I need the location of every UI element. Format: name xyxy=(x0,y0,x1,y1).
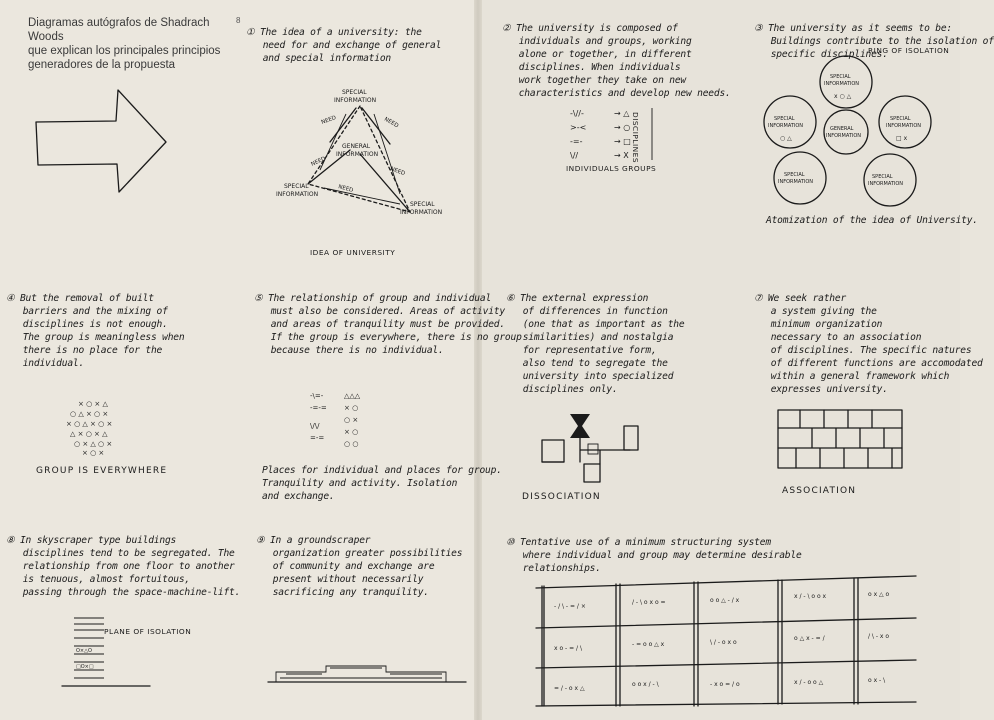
svg-text:→ △: → △ xyxy=(614,109,630,118)
arrow-sketch xyxy=(30,80,170,200)
svg-text:× ○: × ○ xyxy=(344,428,359,436)
svg-text:\ / - o x o: \ / - o x o xyxy=(710,639,737,646)
svg-text:SPECIAL: SPECIAL xyxy=(784,172,805,178)
note-8: ⑧ In skyscraper type buildings disciplines tend to be segregated. The relationship from one floor to another is tenuous, almost fortuitous, passing through the space-machine-lift. xyxy=(6,535,241,598)
note-1: ① The idea of a university: the need for and exchange of general and special information xyxy=(246,27,442,64)
plane-of-isolation-label: PLANE OF ISOLATION xyxy=(104,627,192,636)
svg-text:INFORMATION: INFORMATION xyxy=(824,81,860,87)
individual-group-places-diagram xyxy=(308,388,378,458)
svg-text:INFORMATION: INFORMATION xyxy=(276,191,319,198)
association-label: ASSOCIATION xyxy=(782,486,857,496)
svg-text:\//: \// xyxy=(570,151,579,160)
svg-text:△ × ○ × △: △ × ○ × △ xyxy=(70,430,108,438)
idea-of-university-label: IDEA OF UNIVERSITY xyxy=(310,248,396,257)
svg-text:○ △ × ○ ×: ○ △ × ○ × xyxy=(70,410,109,418)
svg-text:INFORMATION: INFORMATION xyxy=(778,179,814,185)
note-2: ② The university is composed of individuals and groups, working alone or together, in different disciplines. When individuals work together they take on new characteristics and develop new needs. xyxy=(502,23,731,99)
dissociation-diagram xyxy=(538,412,648,492)
caption-line: que explican los principales principios xyxy=(28,45,221,57)
svg-text:/ - \ o x o =: / - \ o x o = xyxy=(632,599,666,606)
svg-text:- x o = / o: - x o = / o xyxy=(710,681,740,688)
svg-text:NEED: NEED xyxy=(310,155,327,168)
ring-of-isolation-label: RING OF ISOLATION xyxy=(868,46,950,55)
svg-text:INFORMATION: INFORMATION xyxy=(400,209,443,216)
svg-text:INFORMATION: INFORMATION xyxy=(334,97,377,104)
svg-text:○ ×: ○ × xyxy=(344,416,359,424)
svg-text:o o △ - / x: o o △ - / x xyxy=(710,597,740,604)
note-3: ③ The university as it seems to be: Buildings contribute to the isolation of specific disciplines. xyxy=(754,23,994,60)
svg-text:□ x: □ x xyxy=(896,135,908,142)
svg-text:x / - o o △: x / - o o △ xyxy=(794,679,824,686)
note-9: ⑨ In a groundscraper organization greater possibilities of community and exchange are present without necessarily sacrificing any tranquility. xyxy=(256,535,463,598)
skyscraper-diagram xyxy=(60,612,180,692)
svg-text:SPECIAL: SPECIAL xyxy=(872,174,893,180)
svg-text:INFORMATION: INFORMATION xyxy=(768,123,804,129)
svg-text:INFORMATION: INFORMATION xyxy=(336,151,379,158)
svg-text:o x - \: o x - \ xyxy=(868,677,886,684)
svg-text:× ○ × △: × ○ × △ xyxy=(78,400,108,408)
association-grid-diagram xyxy=(776,408,906,472)
svg-text:SPECIAL: SPECIAL xyxy=(830,74,851,80)
svg-text:>-<: >-< xyxy=(570,123,587,132)
book-gutter xyxy=(474,0,482,720)
svg-text:→ ○: → ○ xyxy=(614,123,631,132)
svg-text:△△△: △△△ xyxy=(344,392,361,400)
disciplines-label: DISCIPLINES xyxy=(631,112,640,164)
svg-text:× ○ △ × ○ ×: × ○ △ × ○ × xyxy=(66,420,113,428)
svg-text:- / \ - = / ×: - / \ - = / × xyxy=(554,603,586,610)
note-10: ⑩ Tentative use of a minimum structuring system where individual and group may determine desirable relationships. xyxy=(506,537,802,574)
individuals-label: INDIVIDUALS xyxy=(566,164,620,173)
svg-text:SPECIAL: SPECIAL xyxy=(342,89,367,96)
svg-text:O×△O: O×△O xyxy=(76,648,92,654)
note-6: ⑥ The external expression of differences in function (one that as important as the similarities) and nostalgia for representative form, also tend to segregate the university into specialized disciplines only. xyxy=(506,293,685,395)
svg-text:x ○ △: x ○ △ xyxy=(834,93,852,100)
svg-text:-\//-: -\//- xyxy=(570,109,584,118)
svg-text:NEED: NEED xyxy=(320,115,338,126)
svg-text:-=-=: -=-= xyxy=(310,404,327,412)
svg-text:○ × △ ○ ×: ○ × △ ○ × xyxy=(74,440,113,448)
group-everywhere-label: GROUP IS EVERYWHERE xyxy=(36,466,168,476)
svg-text:x / - \ o o x: x / - \ o o x xyxy=(794,593,827,600)
caption-line: Diagramas autógrafos de Shadrach Woods xyxy=(28,17,210,43)
svg-text:□O×□: □O×□ xyxy=(76,664,94,670)
svg-text:→ X: → X xyxy=(614,151,629,160)
group-everywhere-diagram xyxy=(62,392,142,462)
note-5: ⑤ The relationship of group and individual must also be considered. Areas of activity and areas of tranquility must be provided. If the group is everywhere, there is no group because there is no individual. xyxy=(254,293,522,356)
svg-text:INFORMATION: INFORMATION xyxy=(886,123,922,129)
groundscraper-diagram xyxy=(266,660,476,690)
svg-text:× ○ ×: × ○ × xyxy=(82,449,105,457)
svg-text:SPECIAL: SPECIAL xyxy=(774,116,795,122)
page-folio: 8 xyxy=(236,16,241,25)
svg-text:GENERAL: GENERAL xyxy=(830,126,854,132)
individuals-groups-diagram xyxy=(560,104,680,164)
svg-text:GENERAL: GENERAL xyxy=(342,143,371,150)
svg-text:○ △: ○ △ xyxy=(780,135,792,142)
svg-text:SPECIAL: SPECIAL xyxy=(890,116,911,122)
svg-text:NEED: NEED xyxy=(383,116,400,130)
note-7: ⑦ We seek rather a system giving the minimum organization necessary to an association of disciplines. The specific natures of different functions are accomodated within a general framework which expresses university. xyxy=(754,293,983,395)
svg-text:NEED: NEED xyxy=(389,166,406,178)
svg-text:INFORMATION: INFORMATION xyxy=(868,181,904,187)
svg-text:○ ○: ○ ○ xyxy=(344,440,359,448)
svg-text:→ □: → □ xyxy=(614,137,631,146)
structuring-system-grid xyxy=(532,574,922,714)
svg-text:- = o o △ x: - = o o △ x xyxy=(632,641,665,648)
svg-text:-\=-: -\=- xyxy=(310,392,324,400)
svg-text:-=-: -=- xyxy=(570,137,583,146)
svg-text:o o x / - \: o o x / - \ xyxy=(632,681,659,688)
svg-text:SPECIAL: SPECIAL xyxy=(284,183,309,190)
svg-text:=-=: =-= xyxy=(310,434,325,442)
places-note: Places for individual and places for group. Tranquility and activity. Isolation and exchange. xyxy=(262,465,502,502)
atomization-note: Atomization of the idea of University. xyxy=(766,215,978,226)
svg-text:o △ x - = /: o △ x - = / xyxy=(794,635,825,642)
svg-text:INFORMATION: INFORMATION xyxy=(826,133,862,139)
groups-label: GROUPS xyxy=(622,164,657,173)
svg-text:= / - o x △: = / - o x △ xyxy=(554,685,585,692)
ring-of-isolation-diagram xyxy=(760,50,950,210)
svg-text:\/\/: \/\/ xyxy=(310,422,320,430)
svg-text:NEED: NEED xyxy=(337,184,354,194)
svg-text:× ○: × ○ xyxy=(344,404,359,412)
svg-text:SPECIAL: SPECIAL xyxy=(410,201,435,208)
note-4: ④ But the removal of built barriers and the mixing of disciplines is not enough. The group is meaningless when there is no place for the individual. xyxy=(6,293,185,369)
dissociation-label: DISSOCIATION xyxy=(522,492,601,502)
svg-text:x o - = / \: x o - = / \ xyxy=(554,645,582,652)
caption-line: generadores de la propuesta xyxy=(28,59,176,71)
svg-text:/ \ - x o: / \ - x o xyxy=(868,633,890,640)
idea-of-university-diagram xyxy=(250,84,460,234)
figure-caption xyxy=(28,16,248,72)
svg-text:o x △ o: o x △ o xyxy=(868,591,890,598)
